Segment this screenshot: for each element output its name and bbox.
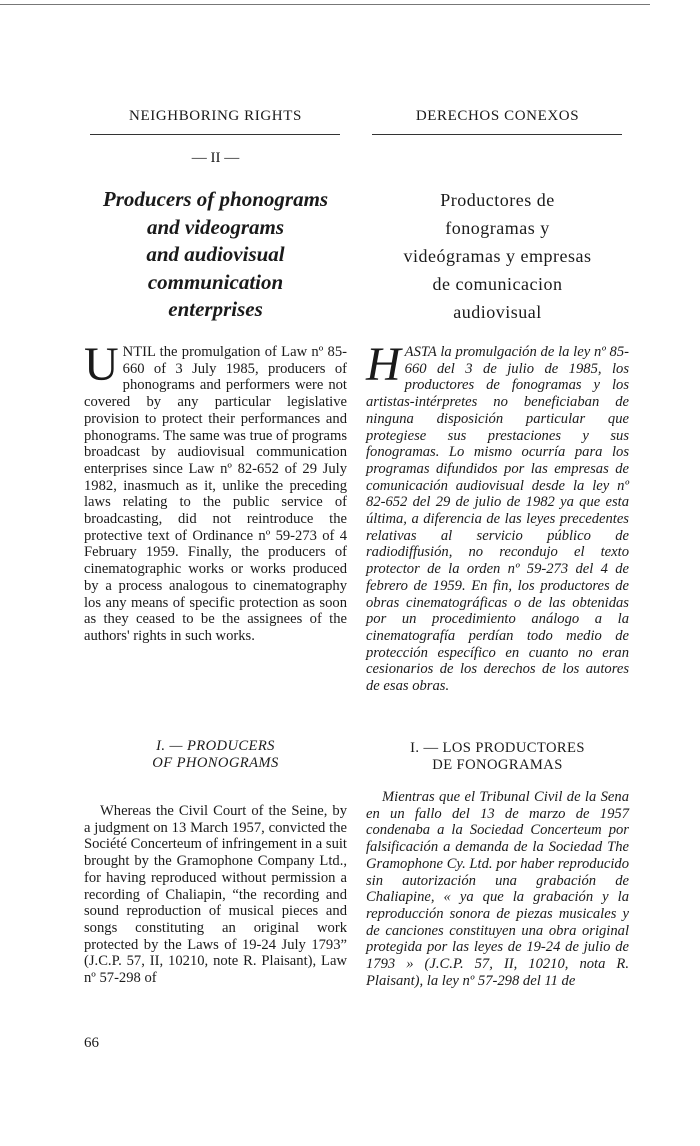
intro-paragraph-en [84, 338, 347, 645]
section1-paragraph-en: Whereas the Civil Court of the Seine, by a judgment on 13 March 1957, convicted the Société Concerteum of infringement in a suit brought by the Gramophone Company Ltd., for having reproduced without permission a recording of Chaliapin, “the recording and sound reproduction of musical pieces and songs constituting an original work protected by the Laws of 19-24 July 1793” (J.C.P. 57, II, 10210, note R. Plaisant), Law nº 57-298 of [84, 803, 347, 987]
title-es-line: Productores de [440, 190, 555, 210]
title-es-line: audiovisual [453, 302, 542, 322]
header-rule-es [372, 134, 622, 135]
intro-text-en: NTIL the promulgation of Law nº 85-660 of 3 July 1985, producers of phonograms and performers were not covered by any particular legislative provision to protect their performances and phonograms. The same was true of programs broadcast by audiovisual communication enterprises since Law nº 82-652 of 29 July 1982, inasmuch as it, unlike the preceding laws relating to the public service of broadcasting, did not reintroduce the protective text of Ordinance nº 59-273 of 4 February 1959. Finally, the producers of cinematographic works or works produced by a process analogous to cinematography los any means of specific protection as soon as they ceased to be the assignees of the authors' rights in such works. [84, 344, 347, 644]
title-en-line: Producers of phonograms [102, 187, 329, 211]
subheading-es-line: DE FONOGRAMAS [432, 757, 563, 773]
running-head-en: NEIGHBORING RIGHTS [129, 108, 302, 124]
title-en-line: enterprises [168, 297, 263, 322]
dropcap-en: U [84, 338, 119, 391]
section-number: — II — [191, 150, 240, 166]
subheading-es-line: I. — LOS PRODUCTORES [410, 740, 585, 756]
subheading-es [366, 740, 629, 774]
intro-text-es: ASTA la promulgación de la ley nº 85-660 del 3 de julio de 1985, los productores de fonogramas y los artistas-intérpretes no beneficiaban de ninguna disposición particular que protegiese sus prestaciones y sus fonogramas. Lo mismo ocurría para los programas difundidos por las empresas de comunicación audiovisual desde la ley nº 82-652 del 29 de julio de 1982 ya que esta última, a diferencia de las leyes precedentes relativas al servicio público de radiodiffusión, no recondujo el texto protector de la orden nº 59-273 del 4 de febrero de 1959. En fin, los productores de obras cinematográficas o de las obtenidas por un procedimiento análogo a la cinematografía perdían todo medio de protección específico en cuanto no eran cesionarios de los derechos de los autores de esas obras. [366, 344, 629, 695]
subheading-en-line: I. — PRODUCERS [156, 738, 275, 754]
running-head-es: DERECHOS CONEXOS [415, 108, 580, 124]
title-en-line: and audiovisual [146, 242, 285, 267]
title-es-line: videógramas y empresas [403, 246, 592, 266]
subheading-en [84, 738, 347, 772]
dropcap-es: H [366, 338, 401, 391]
title-es-line: de comunicacion [432, 274, 563, 294]
title-en-line: communication [147, 269, 284, 294]
header-rule-en [90, 134, 340, 135]
subheading-en-line: OF PHONOGRAMS [152, 755, 279, 771]
top-edge-rule [0, 4, 650, 5]
section1-paragraph-es: Mientras que el Tribunal Civil de la Sena en un fallo del 13 de marzo de 1957 condenaba a la Sociedad Concerteum por falsificación a demanda de la Sociedad The Gramophone Cy. Ltd. por haber reproducido sin autorización una grabación de Chaliapine, « ya que la grabación y la reproducción sonora de piezas musicales y de canciones constituyen una obra original protegida por las leyes de 19-24 de julio de 1793 » (J.C.P. 57, II, 10210, nota R. Plaisant), la ley nº 57-298 del 11 de [366, 789, 629, 989]
title-es [366, 186, 629, 326]
page-number: 66 [84, 1035, 99, 1051]
title-en-line: and videograms [146, 214, 285, 239]
title-en [84, 186, 347, 324]
intro-paragraph-es [366, 338, 629, 695]
title-es-line: fonogramas y [445, 218, 550, 238]
